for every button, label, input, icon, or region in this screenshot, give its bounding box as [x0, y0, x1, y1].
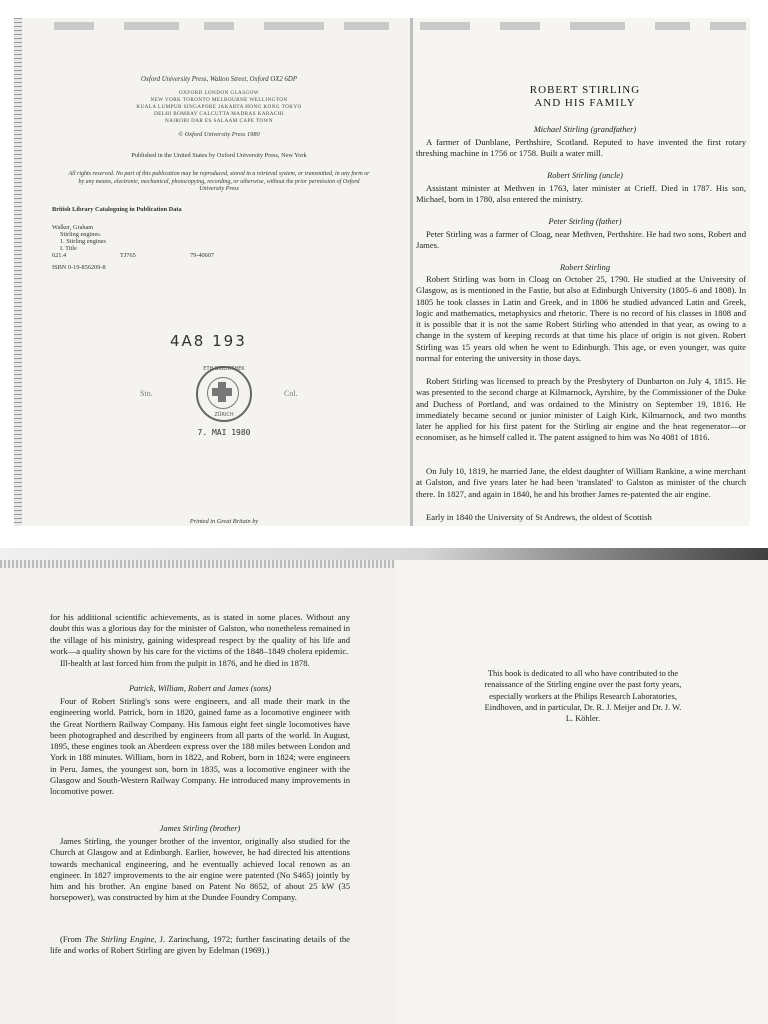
paragraph: Robert Stirling was licensed to preach by the Presbytery of Dunbarton on July 4, 1815. He was presented to the second charge at Kilmarnock, Ayrshire, by the Commissioner of the Duke and Duchess of Portland, and was ordained to the Ministry on September 19, 1816. He immediately became second or junior minister of Laigh Kirk, Kilmarnock, and two months later he applied for his first patent for the Stirling air engine and the heat regenerator—or economiser, as he himself called it. The patent assigned to him was No 4081 of 1816. [416, 376, 746, 443]
page-top-shadow [14, 18, 410, 32]
cities-line: OXFORD LONDON GLASGOW [178, 90, 260, 96]
dedication-text: This book is dedicated to all who have contributed to the renaissance of the Stirling engine over the past forty years, especially workers at the Philips Research Laboratories, Eindhoven, and in particular, Dr. R. J. Meijer and Dr. J. W. L. Köhler. [484, 669, 682, 724]
cip-number: 79-40607 [190, 252, 215, 259]
imprint-page [14, 18, 410, 526]
page-gutter [410, 18, 413, 526]
section-heading: Patrick, William, Robert and James (sons) [128, 684, 272, 693]
stamp-left-label: Sto. [140, 389, 153, 398]
paragraph: Four of Robert Stirling's sons were engineers, and all made their mark in the engineering world. Patrick, born in 1820, gained fame as a locomotive engineer with the Great Northern Railway Company. His famous eight feet single locomotives have been photographed and described by engineers from all parts of the world. In August, 1895, these engines took an Aberdeen express over the 188 miles between London and York in 188 minutes. William, born in 1822, and Robert, born in 1824; were engineers in Peru. James, the youngest son, born in 1835, was a locomotive engineer with the Glasgow and South-Western Railway Company. He introduced many improvements in locomotive power. [50, 696, 350, 797]
seal-bottom-text: ZÜRICH [214, 412, 234, 418]
paragraph: A farmer of Dunblane, Perthshire, Scotland. Reputed to have invented the first rotary threshing machine in 1756 or 1758. Built a water mill. [416, 137, 746, 159]
binding-edge [14, 18, 22, 526]
library-stamp-number: 4A8 193 [170, 332, 247, 350]
paragraph: Peter Stirling was a farmer of Cloag, near Methven, Perthshire. He had two sons, Robert and James. [416, 229, 746, 251]
section-heading: Robert Stirling [559, 263, 611, 272]
paragraph: James Stirling, the younger brother of the inventor, originally also studied for the Church at Glasgow and at Edinburgh. Earlier, however, he had directed his attentions towards mechanical engineering, and he eventually achieved local renown as an engineer. In 1827 improvements to the air engine were patented (No S465) jointly by him and his brother. An engine based on Patent No 8652, of about 25 kW (35 horsepower), was constructed by him at the Dundee Foundry Company. [50, 836, 350, 903]
dedication-page [395, 560, 768, 1024]
cities-line: NEW YORK TORONTO MELBOURNE WELLINGTON [150, 97, 288, 103]
paragraph: On July 10, 1819, he married Jane, the eldest daughter of William Rankine, a wine merchant at Galston, and five years later he had been 'translated' to Galston as minister of the church there. In 1827, and again in 1840, he and his brother James re-patented the air engine. [416, 466, 746, 499]
stamp-right-label: Col. [284, 389, 298, 398]
isbn: ISBN 0-19-856209-8 [52, 264, 106, 271]
section-heading: Robert Stirling (uncle) [547, 171, 623, 180]
seal-top-text: ETH-BIBLIOTHEK [203, 366, 245, 372]
cip-tj: TJ765 [120, 252, 136, 259]
cip-class: 621.4 [52, 252, 67, 259]
library-seal [196, 366, 252, 422]
rights-notice: All rights reserved. No part of this publication may be reproduced, stored in a retrieval system, or transmitted, in any form or by any means, electronic, mechanical, photocopying, recording, or otherwise, without the prior permission of Oxford University Press [68, 171, 370, 192]
cip-heading: British Library Cataloguing in Publication Data [52, 206, 182, 213]
stamp-date: 7. MAI 1980 [197, 428, 251, 437]
source-note: (From The Stirling Engine, J. Zarinchang, 1972; further fascinating details of the life and works of Robert Stirling are given by Edelman (1969).) [50, 934, 350, 956]
copyright-line: © Oxford University Press 1980 [178, 131, 260, 138]
continued-page [0, 560, 395, 1024]
paragraph: Ill-health at last forced him from the pulpit in 1876, and he died in 1878. [60, 658, 310, 668]
cip-subject: 1. Stirling engines [60, 238, 106, 245]
cip-roman: I. Title [60, 245, 77, 252]
section-heading: Peter Stirling (father) [548, 217, 622, 226]
cip-author: Walker, Graham [52, 224, 94, 231]
cities-line: NAIROBI DAR ES SALAAM CAPE TOWN [164, 118, 274, 124]
paragraph: for his additional scientific achievements, as is stated in some places. Without any doubt this was a glorious day for the minister of Galston, who nonetheless remained in the village of his ministry, gaining widespread respect by the quality of his life and work—a quality shown by his care for the victims of the 1848–1849 cholera epidemic. [50, 612, 350, 656]
cip-title: Stirling engines. [60, 231, 102, 238]
section-heading: Michael Stirling (grandfather) [533, 125, 637, 134]
paragraph: Early in 1840 the University of St Andrews, the oldest of Scottish [426, 512, 652, 522]
published-us-line: Published in the United States by Oxford University Press, New York [131, 152, 307, 159]
publisher-line: Oxford University Press, Walton Street, Oxford OX2 6DP [141, 76, 297, 83]
source-title: The Stirling Engine [84, 934, 155, 944]
page-top-shadow [0, 560, 395, 568]
chapter-subtitle: AND HIS FAMILY [534, 97, 636, 109]
section-heading: James Stirling (brother) [159, 824, 241, 833]
printed-line: Printed in Great Britain by [189, 518, 259, 525]
paragraph: Robert Stirling was born in Cloag on October 25, 1790. He studied at the University of Glasgow, as is mentioned in the Fastie, but also at Edinburgh University (1805–6 and 1808). In 1805 he took classes in Latin and Greek, and in 1806 he studied advanced Latin and Greek, logic and mathematics, metaphysics and rhetoric. There is no record of his classes in 1808 and it is possible that it is not the same Robert Stirling who attended in that year, as owing to a change in the system of keeping records at that time his place of origin is not given. Robert Stirling was 15 years old when he went to Edinburgh. This age, or even younger, was quite normal for entering the university in those days. [416, 274, 746, 364]
cities-line: DELHI BOMBAY CALCUTTA MADRAS KARACHI [153, 111, 285, 117]
paragraph: Assistant minister at Methven in 1763, later minister at Crieff. Died in 1787. His son, Michael, born in 1780, also entered the ministry. [416, 183, 746, 205]
cities-line: KUALA LUMPUR SINGAPORE JAKARTA HONG KONG TOKYO [136, 104, 302, 110]
chapter-title: ROBERT STIRLING [529, 84, 641, 96]
page-top-shadow [410, 18, 750, 32]
family-page [410, 18, 750, 526]
